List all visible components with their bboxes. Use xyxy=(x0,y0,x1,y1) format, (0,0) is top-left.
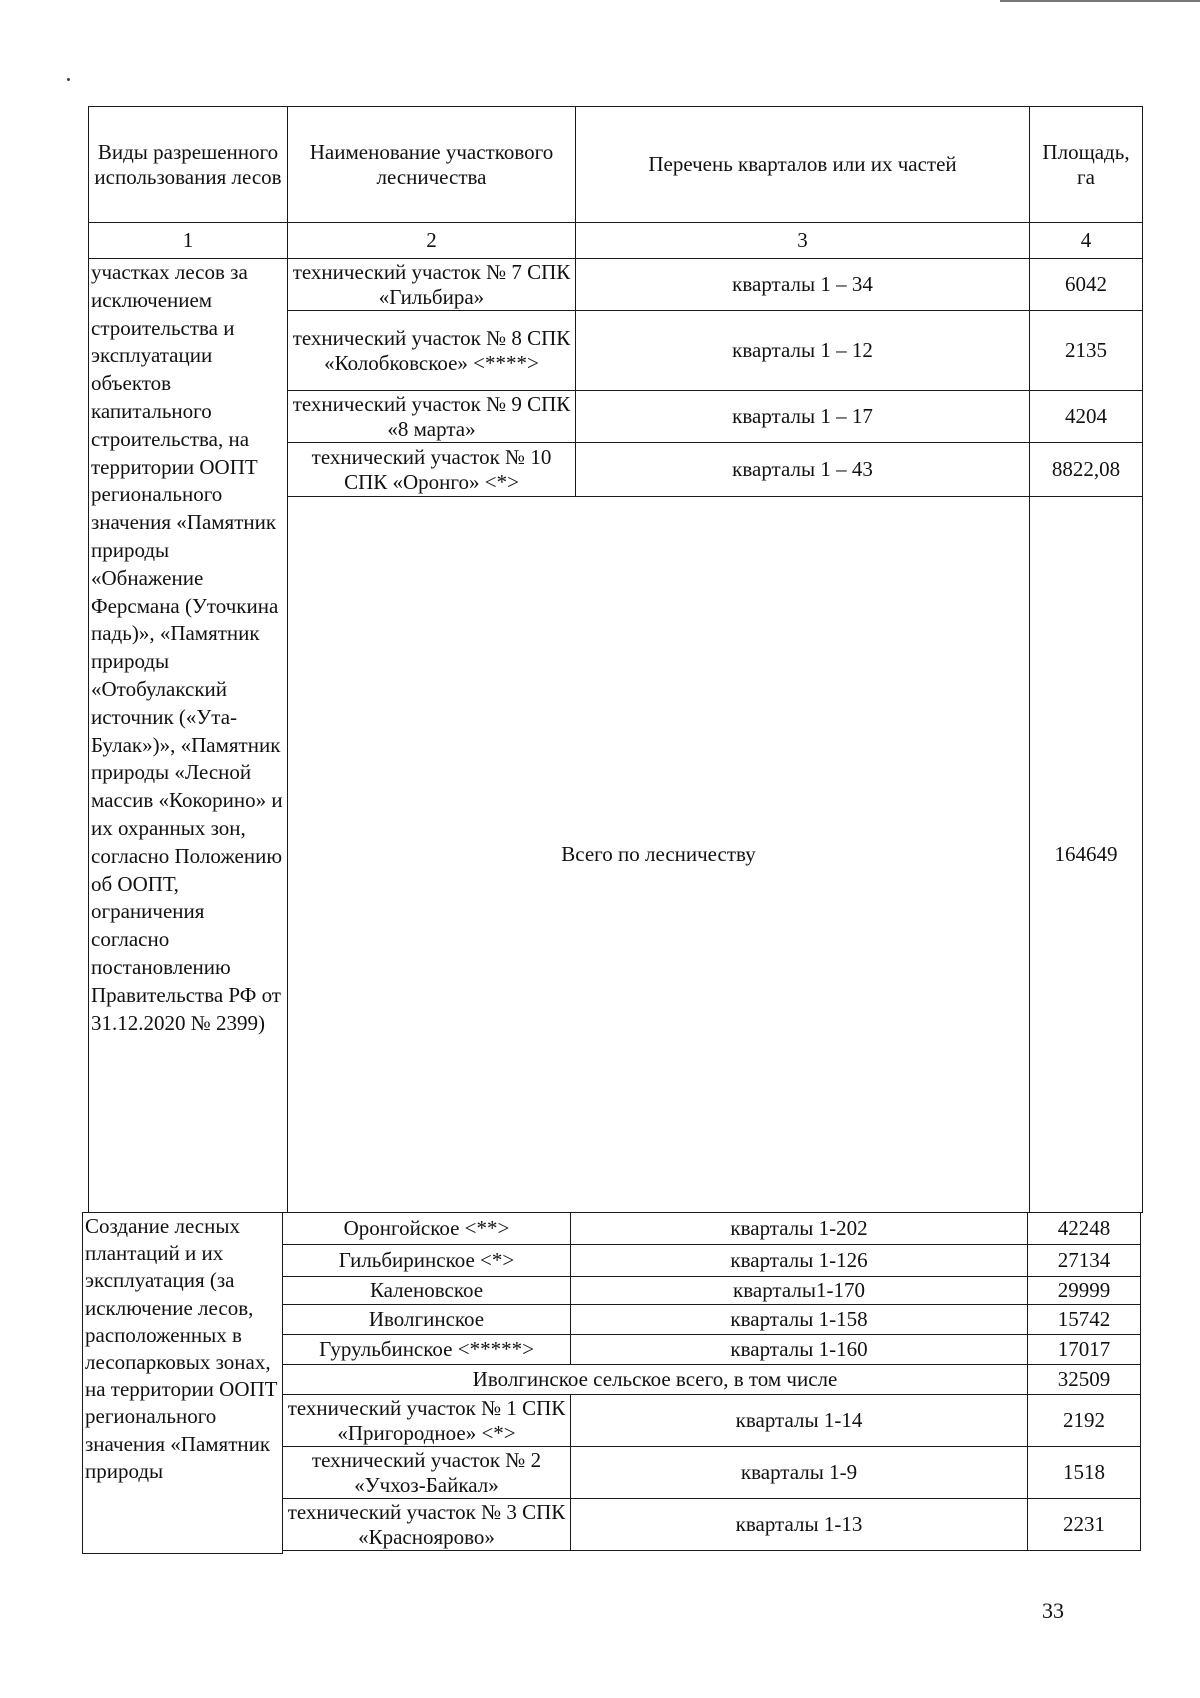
header-forestry-name: Наименование участкового лесничества xyxy=(288,107,576,223)
column-number: 2 xyxy=(288,223,576,259)
forest-use-table-upper xyxy=(88,106,1143,1213)
area-cell: 8822,08 xyxy=(1030,443,1143,497)
area-cell: 17017 xyxy=(1028,1335,1141,1365)
area-cell: 2231 xyxy=(1028,1499,1141,1551)
area-cell: 15742 xyxy=(1028,1305,1141,1335)
forestry-name-cell: технический участок № 2 «Учхоз-Байкал» xyxy=(283,1447,571,1499)
forestry-name-cell: Оронгойское <**> xyxy=(283,1213,571,1245)
quarters-cell: кварталы 1-14 xyxy=(571,1395,1028,1447)
forestry-name-cell: технический участок № 1 СПК «Пригородное» <*> xyxy=(283,1395,571,1447)
page-number: 33 xyxy=(1042,1598,1064,1623)
forestry-name-cell: технический участок № 3 СПК «Краснoярово» xyxy=(283,1499,571,1551)
quarters-cell: кварталы 1-9 xyxy=(571,1447,1028,1499)
header-quarters-list: Перечень кварталов или их частей xyxy=(576,107,1030,223)
quarters-cell: кварталы 1-13 xyxy=(571,1499,1028,1551)
area-cell: 29999 xyxy=(1028,1277,1141,1305)
quarters-cell: кварталы 1-158 xyxy=(571,1305,1028,1335)
forestry-name-cell: технический участок № 7 СПК «Гильбира» xyxy=(288,259,576,311)
header-row xyxy=(89,107,1143,223)
table-row xyxy=(89,259,1143,311)
area-cell: 2135 xyxy=(1030,311,1143,391)
quarters-cell: кварталы 1-160 xyxy=(571,1335,1028,1365)
spacer xyxy=(283,1551,1141,1554)
forestry-name-cell: технический участок № 9 СПК «8 марта» xyxy=(288,391,576,443)
quarters-cell: кварталы 1 – 12 xyxy=(576,311,1030,391)
scan-edge-line xyxy=(1000,0,1200,2)
quarters-cell: кварталы 1 – 34 xyxy=(576,259,1030,311)
area-cell: 42248 xyxy=(1028,1213,1141,1245)
forestry-name-cell: Гурульбинское <*****> xyxy=(283,1335,571,1365)
area-cell: 4204 xyxy=(1030,391,1143,443)
forestry-name-cell: Иволгинское xyxy=(283,1305,571,1335)
area-cell: 6042 xyxy=(1030,259,1143,311)
header-area: Площадь, га xyxy=(1030,107,1143,223)
header-use-type: Виды разрешенного использования лесов xyxy=(89,107,288,223)
area-cell: 1518 xyxy=(1028,1447,1141,1499)
subtotal-area: 32509 xyxy=(1028,1365,1141,1395)
column-number: 1 xyxy=(89,223,288,259)
forestry-name-cell: технический участок № 8 СПК «Колобковское» <****> xyxy=(288,311,576,391)
forestry-name-cell: Гильбиринское <*> xyxy=(283,1245,571,1277)
table-row xyxy=(83,1213,1141,1245)
area-cell: 2192 xyxy=(1028,1395,1141,1447)
quarters-cell: кварталы 1-202 xyxy=(571,1213,1028,1245)
total-label: Всего по лесничеству xyxy=(288,497,1030,1213)
quarters-cell: кварталы 1 – 17 xyxy=(576,391,1030,443)
use-type-cell: участках лесов за исключением строительства и эксплуатации объектов капитального строительства, на территории ООПТ регионального значения «Памятник природы «Обнажение Ферсмана (Уточкина падь)», «Памятник природы «Отобулакский источник («Ута-Булак»)», «Памятник природы «Лесной массив «Кокорино» и их охранных зон, согласно Положению об ООПТ, ограничения согласно постановлению Правительства РФ от 31.12.2020 № 2399) xyxy=(89,259,288,1213)
column-number: 3 xyxy=(576,223,1030,259)
forestry-name-cell: Каленовское xyxy=(283,1277,571,1305)
area-cell: 27134 xyxy=(1028,1245,1141,1277)
quarters-cell: кварталы 1-126 xyxy=(571,1245,1028,1277)
scan-speck xyxy=(67,78,70,81)
forestry-name-cell: технический участок № 10 СПК «Оронго» <*> xyxy=(288,443,576,497)
column-number-row xyxy=(89,223,1143,259)
total-area: 164649 xyxy=(1030,497,1143,1213)
quarters-cell: кварталы1-170 xyxy=(571,1277,1028,1305)
subtotal-label: Иволгинское сельское всего, в том числе xyxy=(283,1365,1028,1395)
column-number: 4 xyxy=(1030,223,1143,259)
use-type-cell: Создание лесных плантаций и их эксплуатация (за исключение лесов, расположенных в лесопарковых зонах, на территории ООПТ регионального значения «Памятник природы xyxy=(83,1213,283,1554)
forest-use-table-lower xyxy=(82,1212,1141,1554)
quarters-cell: кварталы 1 – 43 xyxy=(576,443,1030,497)
